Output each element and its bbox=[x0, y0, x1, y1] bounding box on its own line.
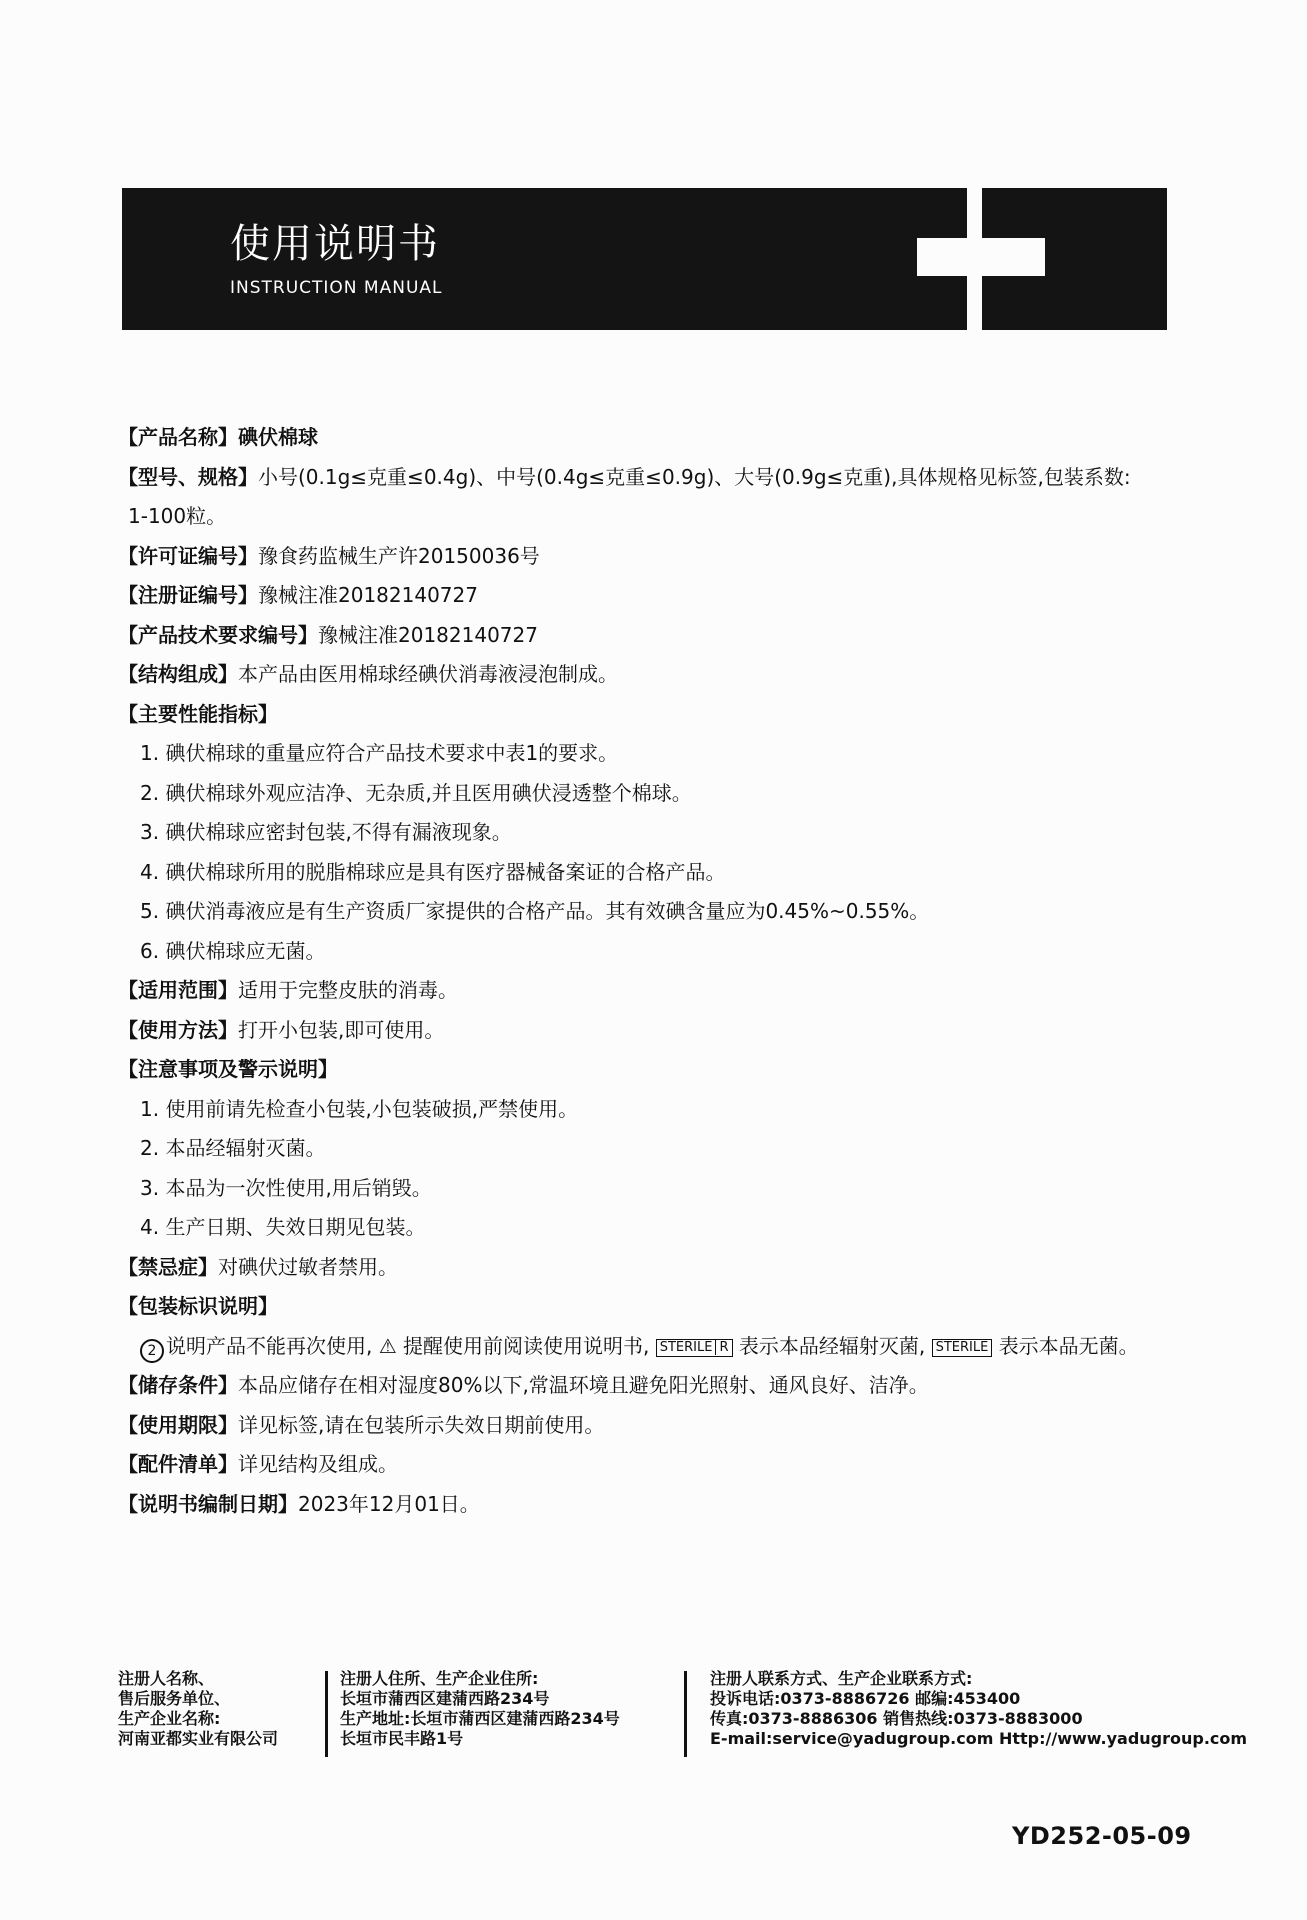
footer-line: 生产企业名称: bbox=[118, 1709, 221, 1728]
section-text: 打开小包装,即可使用。 bbox=[238, 1017, 445, 1042]
page-title: 使用说明书 bbox=[230, 221, 440, 267]
badge-text: STERILE bbox=[659, 1339, 713, 1355]
section-text: 豫食药监械生产许20150036号 bbox=[258, 543, 540, 568]
registration-row bbox=[118, 576, 1198, 616]
footer-line: 河南亚都实业有限公司 bbox=[118, 1729, 279, 1748]
do-not-reuse-icon: 2 bbox=[140, 1339, 164, 1363]
manual-body bbox=[118, 418, 1198, 1524]
list-item: 4. 生产日期、失效日期见包装。 bbox=[140, 1215, 426, 1239]
footer-line: 长垣市蒲西区建蒲西路234号 bbox=[340, 1689, 550, 1708]
footer-line: 长垣市民丰路1号 bbox=[340, 1729, 464, 1748]
usage-row bbox=[118, 1011, 1198, 1051]
compile-date-row bbox=[118, 1485, 1198, 1525]
sterile-badge: STERILE bbox=[932, 1339, 993, 1357]
section-text: 适用于完整皮肤的消毒。 bbox=[238, 978, 458, 1002]
footer-divider bbox=[684, 1671, 687, 1757]
section-label: 【注意事项及警示说明】 bbox=[118, 1057, 338, 1081]
section-label: 【产品技术要求编号】 bbox=[118, 622, 318, 647]
section-text: 2023年12月01日。 bbox=[298, 1491, 480, 1516]
tech-req-row bbox=[118, 616, 1198, 656]
footer-line: 生产地址:长垣市蒲西区建蒲西路234号 bbox=[340, 1709, 620, 1728]
section-text: 对碘伏过敏者禁用。 bbox=[218, 1254, 398, 1279]
list-item: 1. 碘伏棉球的重量应符合产品技术要求中表1的要求。 bbox=[140, 741, 619, 765]
section-text: 本产品由医用棉球经碘伏消毒液浸泡制成。 bbox=[238, 662, 618, 686]
page-subtitle: INSTRUCTION MANUAL bbox=[230, 278, 443, 298]
section-text: 豫械注准20182140727 bbox=[258, 583, 478, 607]
section-text: 碘伏棉球 bbox=[238, 425, 318, 449]
sterile-r-badge bbox=[656, 1339, 733, 1357]
section-label: 【许可证编号】 bbox=[118, 543, 258, 568]
list-item: 2. 本品经辐射灭菌。 bbox=[140, 1136, 326, 1160]
badge-r-text: R bbox=[715, 1340, 728, 1355]
section-label: 【配件清单】 bbox=[118, 1452, 238, 1476]
footer-line: 售后服务单位、 bbox=[118, 1689, 231, 1708]
section-text: 豫械注准20182140727 bbox=[318, 622, 538, 647]
contraindication-row bbox=[118, 1248, 1198, 1288]
section-text: 表示本品无菌。 bbox=[998, 1333, 1139, 1358]
footer-line: 投诉电话:0373-8886726 邮编:453400 bbox=[710, 1689, 1021, 1708]
footer-line: 注册人住所、生产企业住所: bbox=[340, 1669, 539, 1688]
footer-line: 注册人联系方式、生产企业联系方式: bbox=[710, 1669, 973, 1688]
section-label: 【使用方法】 bbox=[118, 1017, 238, 1042]
section-label: 【型号、规格】 bbox=[118, 464, 258, 489]
section-text: 1-100粒。 bbox=[128, 504, 227, 528]
license-row bbox=[118, 537, 1198, 577]
footer-line: E-mail:service@yadugroup.com Http://www.yadugroup.com bbox=[710, 1729, 1248, 1748]
section-label: 【结构组成】 bbox=[118, 662, 238, 686]
section-label: 【包装标识说明】 bbox=[118, 1294, 278, 1318]
section-text: 提醒使用前阅读使用说明书, bbox=[403, 1333, 650, 1358]
section-label: 【使用期限】 bbox=[118, 1412, 238, 1437]
product-name-row bbox=[118, 418, 1198, 458]
structure-row bbox=[118, 655, 1198, 695]
section-text: 详见标签,请在包装所示失效日期前使用。 bbox=[238, 1412, 605, 1437]
section-label: 【禁忌症】 bbox=[118, 1254, 218, 1279]
section-label: 【适用范围】 bbox=[118, 978, 238, 1002]
list-item: 2. 碘伏棉球外观应洁净、无杂质,并且医用碘伏浸透整个棉球。 bbox=[140, 780, 692, 805]
accessories-row bbox=[118, 1445, 1198, 1485]
precautions-heading bbox=[118, 1050, 1198, 1090]
footer-registrant-column bbox=[118, 1669, 278, 1749]
footer-line: 传真:0373-8886306 销售热线:0373-8883000 bbox=[710, 1709, 1083, 1728]
model-spec-row bbox=[118, 458, 1198, 498]
list-item: 4. 碘伏棉球所用的脱脂棉球应是具有医疗器械备案证的合格产品。 bbox=[140, 859, 726, 884]
warning-triangle-icon: ⚠ bbox=[378, 1333, 397, 1358]
section-text: 小号(0.1g≤克重≤0.4g)、中号(0.4g≤克重≤0.9g)、大号(0.9g≤克重),具体规格见标签,包装系数: bbox=[258, 464, 1131, 489]
list-item: 6. 碘伏棉球应无菌。 bbox=[140, 938, 326, 963]
section-label: 【储存条件】 bbox=[118, 1373, 238, 1397]
document-code: YD252-05-09 bbox=[1012, 1822, 1192, 1850]
footer-contact-column bbox=[710, 1669, 1247, 1749]
medical-cross-right-icon bbox=[982, 238, 1045, 276]
list-item: 1. 使用前请先检查小包装,小包装破损,严禁使用。 bbox=[140, 1096, 579, 1121]
section-label: 【说明书编制日期】 bbox=[118, 1491, 298, 1516]
section-text: 详见结构及组成。 bbox=[238, 1452, 398, 1476]
list-item: 3. 碘伏棉球应密封包装,不得有漏液现象。 bbox=[140, 820, 512, 844]
list-item: 5. 碘伏消毒液应是有生产资质厂家提供的合格产品。其有效碘含量应为0.45%~0.55%。 bbox=[140, 899, 930, 923]
section-label: 【注册证编号】 bbox=[118, 583, 258, 607]
model-spec-continued bbox=[118, 497, 1198, 537]
validity-row bbox=[118, 1406, 1198, 1446]
section-label: 【产品名称】 bbox=[118, 425, 238, 449]
footer-address-column bbox=[340, 1669, 620, 1749]
medical-cross-left-icon bbox=[917, 238, 967, 276]
section-text: 表示本品经辐射灭菌, bbox=[738, 1333, 926, 1358]
header-banner bbox=[122, 188, 1167, 330]
storage-row bbox=[118, 1366, 1198, 1406]
banner-divider bbox=[967, 188, 982, 330]
footer-divider bbox=[325, 1671, 328, 1757]
section-text: 说明产品不能再次使用, bbox=[166, 1333, 373, 1358]
scope-row bbox=[118, 971, 1198, 1011]
performance-heading bbox=[118, 695, 1198, 735]
section-text: 本品应储存在相对湿度80%以下,常温环境且避免阳光照射、通风良好、洁净。 bbox=[238, 1373, 929, 1397]
footer-line: 注册人名称、 bbox=[118, 1669, 215, 1688]
package-marks-row bbox=[118, 1327, 1198, 1367]
footer-info bbox=[118, 1669, 1248, 1769]
section-label: 【主要性能指标】 bbox=[118, 701, 278, 726]
package-marks-heading bbox=[118, 1287, 1198, 1327]
list-item: 3. 本品为一次性使用,用后销毁。 bbox=[140, 1175, 432, 1200]
